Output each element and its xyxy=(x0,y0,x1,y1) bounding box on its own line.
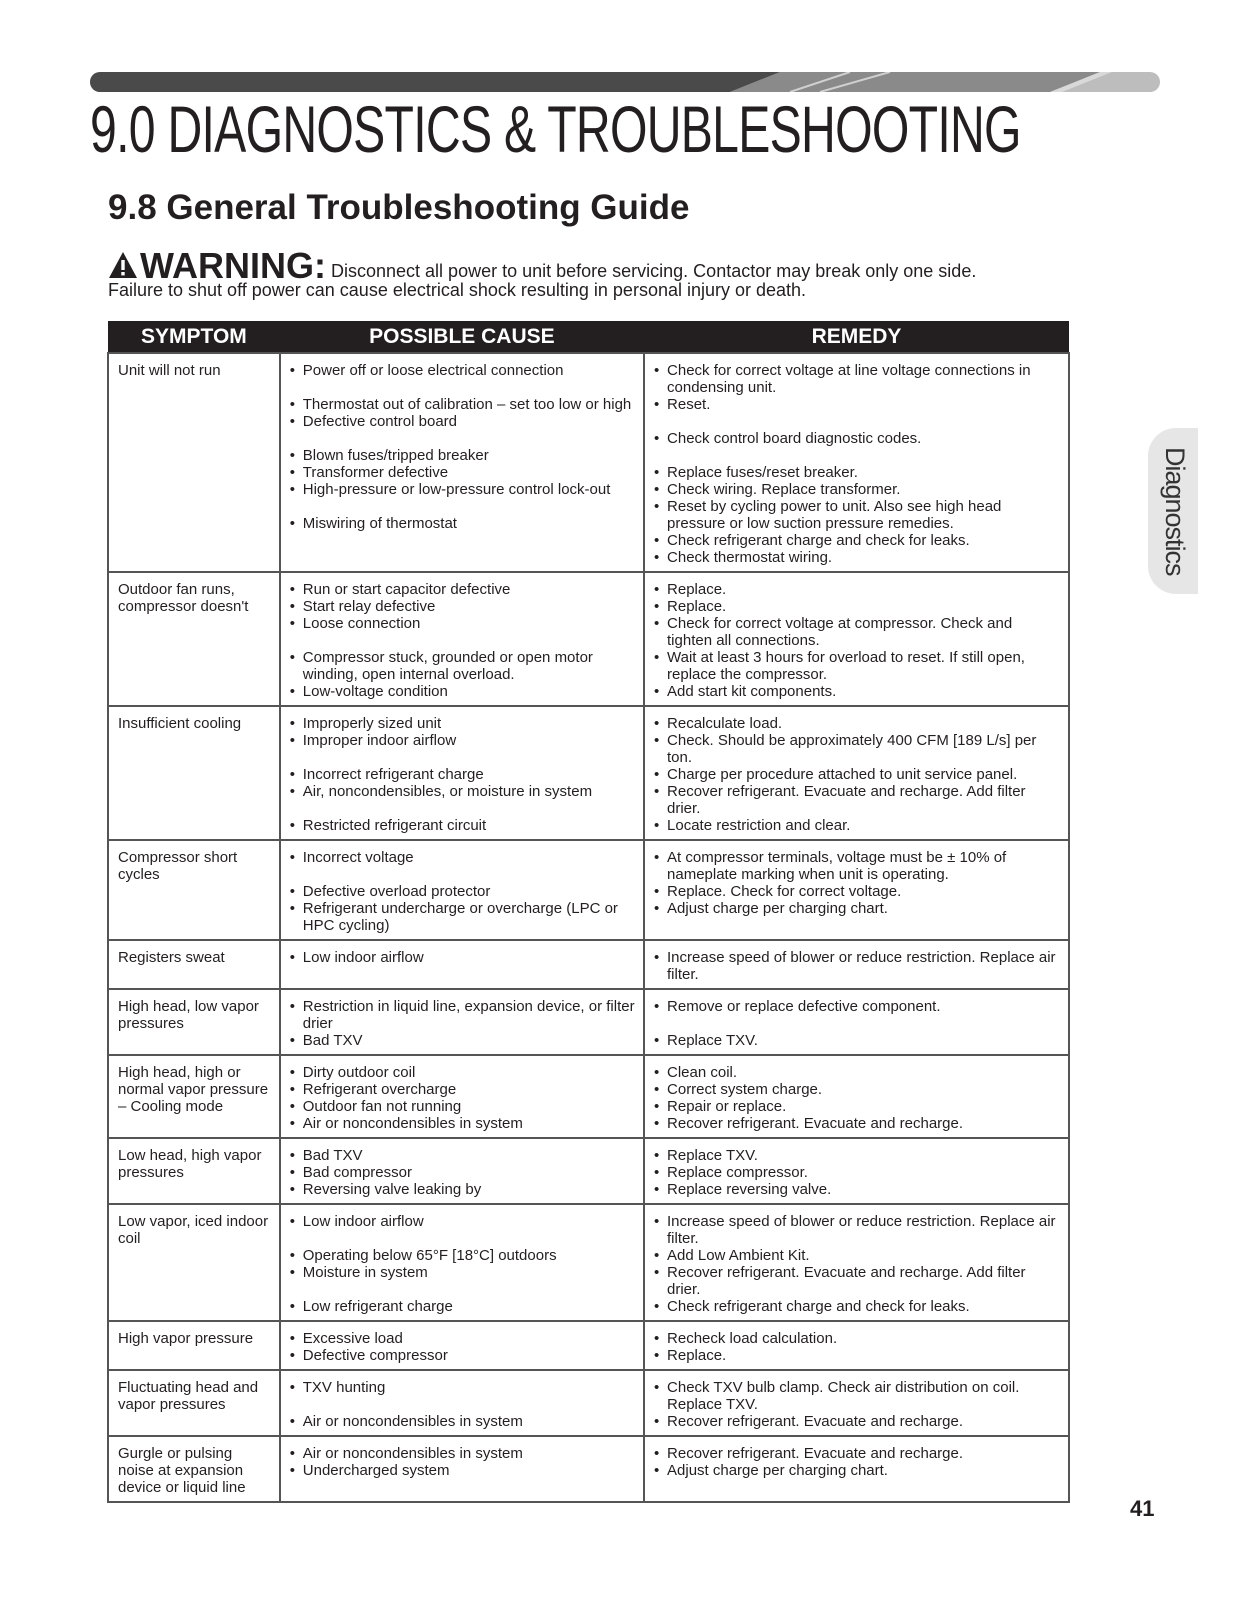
remedy-item: • Adjust charge per charging chart. xyxy=(654,1462,1060,1479)
table-row xyxy=(108,989,1069,1055)
cause-item: • Low-voltage condition xyxy=(290,683,635,700)
symptom-cell: Fluctuating head and vapor pressures xyxy=(108,1370,280,1436)
cause-item: • Incorrect voltage xyxy=(290,849,635,866)
page-title: 9.0 DIAGNOSTICS & TROUBLESHOOTING xyxy=(90,92,1021,166)
table-row xyxy=(108,940,1069,989)
symptom-cell: Low vapor, iced indoor coil xyxy=(108,1204,280,1321)
cause-cell xyxy=(280,940,644,989)
remedy-item: • Check TXV bulb clamp. Check air distribution on coil. Replace TXV. xyxy=(654,1379,1060,1413)
symptom-cell: Outdoor fan runs, compressor doesn't xyxy=(108,572,280,706)
remedy-cell xyxy=(644,706,1069,840)
remedy-item: • Replace. xyxy=(654,598,1060,615)
remedy-item: • Wait at least 3 hours for overload to reset. If still open, replace the compressor. xyxy=(654,649,1060,683)
remedy-item: • Clean coil. xyxy=(654,1064,1060,1081)
cause-item: • Moisture in system xyxy=(290,1264,635,1281)
remedy-cell xyxy=(644,940,1069,989)
remedy-item: • Check control board diagnostic codes. xyxy=(654,430,1060,447)
remedy-item: • Replace. xyxy=(654,1347,1060,1364)
remedy-item: • Check refrigerant charge and check for leaks. xyxy=(654,532,1060,549)
remedy-item: • Reset by cycling power to unit. Also see high head pressure or low suction pressure remedies. xyxy=(654,498,1060,532)
troubleshooting-table xyxy=(107,321,1070,1503)
warning-notice xyxy=(108,245,1088,300)
remedy-item: • Recover refrigerant. Evacuate and recharge. xyxy=(654,1115,1060,1132)
remedy-item: • Check for correct voltage at compressor. Check and tighten all connections. xyxy=(654,615,1060,649)
symptom-cell: Registers sweat xyxy=(108,940,280,989)
symptom-cell: Low head, high vapor pressures xyxy=(108,1138,280,1204)
cause-cell xyxy=(280,706,644,840)
cause-cell xyxy=(280,989,644,1055)
table-row xyxy=(108,1055,1069,1138)
cause-cell xyxy=(280,1204,644,1321)
cause-item: • High-pressure or low-pressure control lock-out xyxy=(290,481,635,498)
remedy-cell xyxy=(644,989,1069,1055)
warning-text-line1: Disconnect all power to unit before servicing. Contactor may break only one side. xyxy=(331,261,977,281)
remedy-item: • Replace reversing valve. xyxy=(654,1181,1060,1198)
remedy-item: • Replace. xyxy=(654,581,1060,598)
remedy-item: • Increase speed of blower or reduce restriction. Replace air filter. xyxy=(654,949,1060,983)
remedy-item: • Recheck load calculation. xyxy=(654,1330,1060,1347)
cause-item: • Undercharged system xyxy=(290,1462,635,1479)
cause-item: • Restricted refrigerant circuit xyxy=(290,817,635,834)
cause-item: • Dirty outdoor coil xyxy=(290,1064,635,1081)
table-row xyxy=(108,353,1069,572)
cause-item: • Low indoor airflow xyxy=(290,1213,635,1230)
cause-item: • Incorrect refrigerant charge xyxy=(290,766,635,783)
cause-cell xyxy=(280,353,644,572)
cause-item: • Improper indoor airflow xyxy=(290,732,635,749)
cause-item: • Operating below 65°F [18°C] outdoors xyxy=(290,1247,635,1264)
remedy-cell xyxy=(644,1204,1069,1321)
remedy-item: • Recalculate load. xyxy=(654,715,1060,732)
symptom-cell: Insufficient cooling xyxy=(108,706,280,840)
cause-item: • Defective overload protector xyxy=(290,883,635,900)
remedy-item: • Replace. Check for correct voltage. xyxy=(654,883,1060,900)
cause-item: • Low refrigerant charge xyxy=(290,1298,635,1315)
column-header-symptom: SYMPTOM xyxy=(108,321,280,353)
remedy-item: • Charge per procedure attached to unit service panel. xyxy=(654,766,1060,783)
cause-item: • Thermostat out of calibration – set too low or high xyxy=(290,396,635,413)
remedy-cell xyxy=(644,353,1069,572)
remedy-item: • Add Low Ambient Kit. xyxy=(654,1247,1060,1264)
cause-item: • Bad TXV xyxy=(290,1032,635,1049)
cause-item: • Refrigerant overcharge xyxy=(290,1081,635,1098)
cause-item: • Refrigerant undercharge or overcharge (LPC or HPC cycling) xyxy=(290,900,635,934)
table-row xyxy=(108,840,1069,940)
warning-label: WARNING: xyxy=(140,245,326,286)
remedy-item: • At compressor terminals, voltage must be ± 10% of nameplate marking when unit is operating. xyxy=(654,849,1060,883)
remedy-cell xyxy=(644,1055,1069,1138)
remedy-item: • Add start kit components. xyxy=(654,683,1060,700)
cause-cell xyxy=(280,840,644,940)
table-header-row xyxy=(108,321,1069,353)
remedy-cell xyxy=(644,1370,1069,1436)
warning-text-line2: Failure to shut off power can cause electrical shock resulting in personal injury or death. xyxy=(108,280,807,300)
warning-triangle-icon xyxy=(108,250,138,280)
cause-item: • Outdoor fan not running xyxy=(290,1098,635,1115)
remedy-item: • Reset. xyxy=(654,396,1060,413)
symptom-cell: High head, high or normal vapor pressure – Cooling mode xyxy=(108,1055,280,1138)
cause-item: • Restriction in liquid line, expansion device, or filter drier xyxy=(290,998,635,1032)
remedy-item: • Adjust charge per charging chart. xyxy=(654,900,1060,917)
cause-item: • Improperly sized unit xyxy=(290,715,635,732)
symptom-cell: High head, low vapor pressures xyxy=(108,989,280,1055)
cause-item: • Low indoor airflow xyxy=(290,949,635,966)
table-row xyxy=(108,1204,1069,1321)
remedy-item: • Correct system charge. xyxy=(654,1081,1060,1098)
cause-item: • Bad TXV xyxy=(290,1147,635,1164)
cause-item: • Start relay defective xyxy=(290,598,635,615)
remedy-item: • Check. Should be approximately 400 CFM [189 L/s] per ton. xyxy=(654,732,1060,766)
remedy-item: • Locate restriction and clear. xyxy=(654,817,1060,834)
cause-item: • Air or noncondensibles in system xyxy=(290,1445,635,1462)
remedy-item: • Replace compressor. xyxy=(654,1164,1060,1181)
cause-item: • Miswiring of thermostat xyxy=(290,515,635,532)
remedy-item: • Repair or replace. xyxy=(654,1098,1060,1115)
cause-item: • Defective compressor xyxy=(290,1347,635,1364)
column-header-remedy: REMEDY xyxy=(644,321,1069,353)
symptom-cell: Compressor short cycles xyxy=(108,840,280,940)
section-title: 9.8 General Troubleshooting Guide xyxy=(108,188,690,227)
cause-cell xyxy=(280,572,644,706)
section-tab-label: Diagnostics xyxy=(1160,447,1190,576)
remedy-item: • Check wiring. Replace transformer. xyxy=(654,481,1060,498)
symptom-cell: Unit will not run xyxy=(108,353,280,572)
page-number: 41 xyxy=(1130,1496,1155,1521)
remedy-item: • Remove or replace defective component. xyxy=(654,998,1060,1015)
cause-item: • Run or start capacitor defective xyxy=(290,581,635,598)
cause-item: • Reversing valve leaking by xyxy=(290,1181,635,1198)
remedy-item: • Recover refrigerant. Evacuate and recharge. Add filter drier. xyxy=(654,1264,1060,1298)
remedy-item: • Check refrigerant charge and check for leaks. xyxy=(654,1298,1060,1315)
symptom-cell: High vapor pressure xyxy=(108,1321,280,1370)
remedy-item: • Increase speed of blower or reduce restriction. Replace air filter. xyxy=(654,1213,1060,1247)
remedy-item: • Replace TXV. xyxy=(654,1147,1060,1164)
remedy-cell xyxy=(644,840,1069,940)
cause-item: • Transformer defective xyxy=(290,464,635,481)
table-row xyxy=(108,1138,1069,1204)
cause-item: • Air or noncondensibles in system xyxy=(290,1413,635,1430)
cause-item: • Blown fuses/tripped breaker xyxy=(290,447,635,464)
remedy-cell xyxy=(644,1436,1069,1502)
symptom-cell: Gurgle or pulsing noise at expansion device or liquid line xyxy=(108,1436,280,1502)
cause-cell xyxy=(280,1436,644,1502)
remedy-item: • Check thermostat wiring. xyxy=(654,549,1060,566)
remedy-cell xyxy=(644,1321,1069,1370)
table-row xyxy=(108,1370,1069,1436)
cause-cell xyxy=(280,1321,644,1370)
table-row xyxy=(108,1436,1069,1502)
cause-cell xyxy=(280,1138,644,1204)
table-row xyxy=(108,1321,1069,1370)
cause-cell xyxy=(280,1055,644,1138)
remedy-item: • Recover refrigerant. Evacuate and recharge. xyxy=(654,1413,1060,1430)
cause-cell xyxy=(280,1370,644,1436)
cause-item: • Power off or loose electrical connection xyxy=(290,362,635,379)
cause-item: • Defective control board xyxy=(290,413,635,430)
remedy-item: • Recover refrigerant. Evacuate and recharge. Add filter drier. xyxy=(654,783,1060,817)
remedy-item: • Replace TXV. xyxy=(654,1032,1060,1049)
cause-item: • Compressor stuck, grounded or open motor winding, open internal overload. xyxy=(290,649,635,683)
cause-item: • TXV hunting xyxy=(290,1379,635,1396)
table-row xyxy=(108,572,1069,706)
remedy-item: • Check for correct voltage at line voltage connections in condensing unit. xyxy=(654,362,1060,396)
header-bar xyxy=(90,72,1160,92)
cause-item: • Air or noncondensibles in system xyxy=(290,1115,635,1132)
table-row xyxy=(108,706,1069,840)
remedy-cell xyxy=(644,572,1069,706)
column-header-possible-cause: POSSIBLE CAUSE xyxy=(280,321,644,353)
remedy-item: • Recover refrigerant. Evacuate and recharge. xyxy=(654,1445,1060,1462)
cause-item: • Excessive load xyxy=(290,1330,635,1347)
cause-item: • Bad compressor xyxy=(290,1164,635,1181)
remedy-cell xyxy=(644,1138,1069,1204)
cause-item: • Air, noncondensibles, or moisture in system xyxy=(290,783,635,800)
remedy-item: • Replace fuses/reset breaker. xyxy=(654,464,1060,481)
cause-item: • Loose connection xyxy=(290,615,635,632)
